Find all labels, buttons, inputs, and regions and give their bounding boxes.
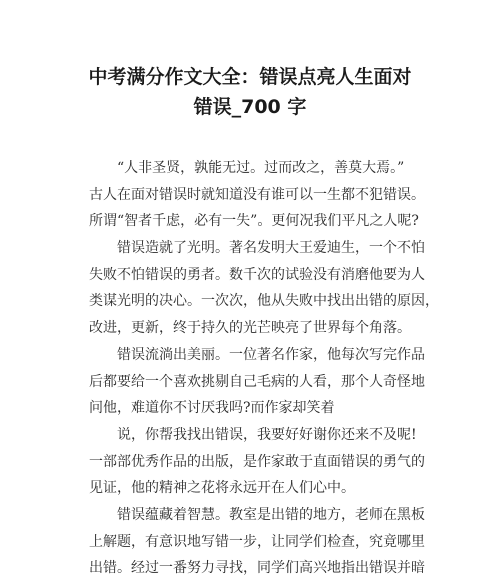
article-text-line: 后都要给一个喜欢挑剔自己毛病的人看，那个人奇怪地 — [89, 373, 425, 390]
article-text-line: 说，你帮我找出错误，我要好好谢你还来不及呢! — [117, 426, 417, 443]
article-text-line: 见证，他的精神之花将永远开在人们心中。 — [89, 480, 355, 497]
article-text-line: 出错。经过一番努力寻找，同学们高兴地指出错误并暗 — [89, 560, 425, 577]
article-text-line: 所谓“智者千虑，必有一失”。更何况我们平凡之人呢? — [89, 213, 419, 230]
article-title-line: 错误_700 字 — [193, 96, 307, 118]
article-text-line: 古人在面对错误时就知道没有谁可以一生都不犯错误。 — [89, 186, 425, 203]
article-text-line: 错误造就了光明。著名发明大王爱迪生，一个不怕 — [117, 240, 425, 257]
article-text-line: 上解题，有意识地写错一步，让同学们检查，究竟哪里 — [89, 533, 425, 550]
article-text-line: 错误蕴藏着智慧。教室是出错的地方，老师在黑板 — [117, 506, 425, 523]
article-text-line: “人非圣贤，孰能无过。过而改之，善莫大焉。” — [117, 160, 405, 176]
article-text-line: 失败不怕错误的勇者。数千次的试验没有消磨他要为人 — [89, 266, 425, 283]
article-text-line: 问他，难道你不讨厌我吗?而作家却笑着 — [89, 400, 335, 417]
article-text-line: 类谋光明的决心。一次次，他从失败中找出出错的原因， — [89, 293, 439, 310]
article-title — [0, 62, 500, 122]
article-text-line: 一部部优秀作品的出版，是作家敢于直面错误的勇气的 — [89, 453, 425, 470]
article-text-line: 改进，更新，终于持久的光芒映亮了世界每个角落。 — [89, 320, 411, 337]
article-title-line: 中考满分作文大全：错误点亮人生面对 — [88, 66, 412, 88]
article-text-line: 错误流淌出美丽。一位著名作家，他每次写完作品 — [117, 346, 425, 363]
article-body — [89, 155, 439, 582]
